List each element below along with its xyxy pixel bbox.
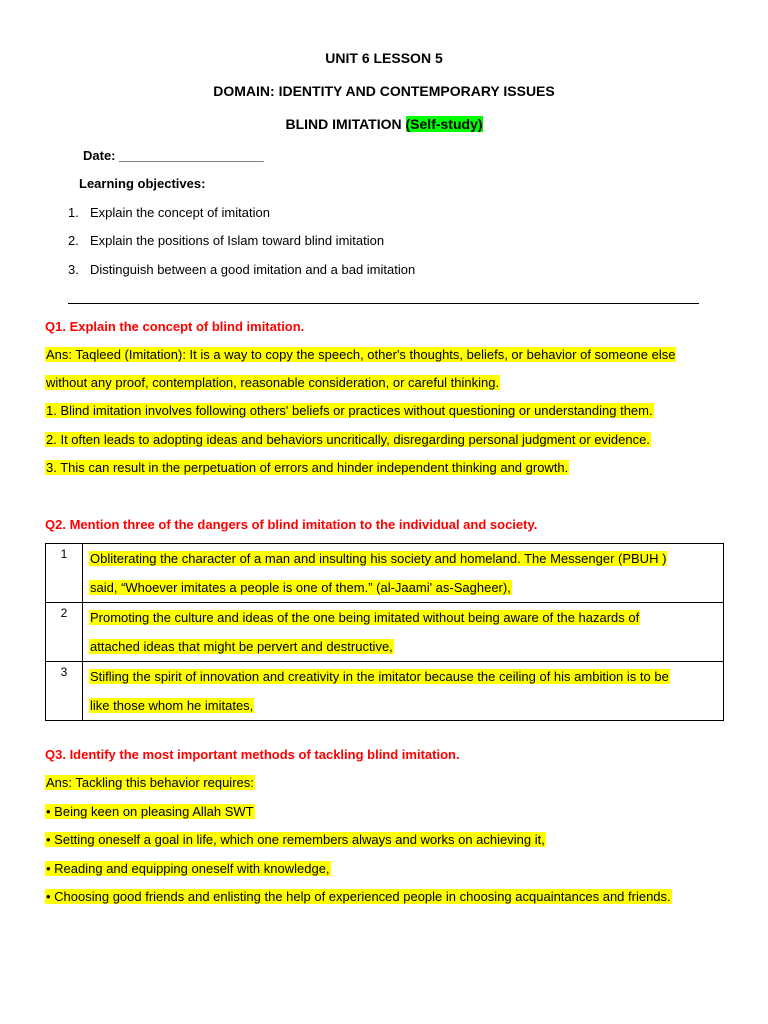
objectives-heading: Learning objectives: xyxy=(79,176,206,191)
q3-answer xyxy=(45,775,255,790)
q1-point-text: 1. Blind imitation involves following others' beliefs or practices without questioning or understanding them. xyxy=(46,403,653,418)
lesson-title-main: BLIND IMITATION xyxy=(285,116,402,132)
q3-question: Q3. Identify the most important methods of tackling blind imitation. xyxy=(45,747,460,762)
objective-number: 2. xyxy=(68,233,79,248)
q1-point xyxy=(45,432,651,447)
q3-bullet xyxy=(45,832,546,847)
row-text-line: Obliterating the character of a man and insulting his society and homeland. The Messenger (PBUH ) xyxy=(90,551,667,566)
row-text xyxy=(83,603,724,662)
q1-point xyxy=(45,403,654,418)
row-number: 2 xyxy=(46,603,83,662)
objective-number: 3. xyxy=(68,262,79,277)
row-text-line: attached ideas that might be pervert and destructive, xyxy=(90,638,393,654)
q3-bullet-text: • Setting oneself a goal in life, which one remembers always and works on achieving it, xyxy=(46,832,545,847)
q1-answer-text: without any proof, contemplation, reasonable consideration, or careful thinking. xyxy=(46,375,500,390)
self-study-badge: (Self-study) xyxy=(405,116,483,132)
row-number: 3 xyxy=(46,662,83,721)
q3-bullet-text: • Choosing good friends and enlisting the help of experienced people in choosing acquaintances and friends. xyxy=(46,889,671,904)
table-row xyxy=(46,662,724,721)
unit-title: UNIT 6 LESSON 5 xyxy=(325,50,443,66)
q1-answer-line xyxy=(45,375,500,390)
objective-text: Distinguish between a good imitation and a bad imitation xyxy=(90,262,416,277)
date-line xyxy=(83,148,264,163)
row-number: 1 xyxy=(46,544,83,603)
table-row xyxy=(46,544,724,603)
objective-item xyxy=(68,233,384,248)
date-blank: ____________________ xyxy=(119,148,264,163)
q3-bullet xyxy=(45,861,331,876)
q1-answer-line xyxy=(45,347,676,362)
q3-bullet-text: • Reading and equipping oneself with knowledge, xyxy=(46,861,330,876)
section-divider xyxy=(68,303,699,304)
table-row xyxy=(46,603,724,662)
row-text xyxy=(83,662,724,721)
q1-answer-text: Ans: Taqleed (Imitation): It is a way to copy the speech, other's thoughts, beliefs, or behavior of someone else xyxy=(46,347,676,362)
row-text-line: Promoting the culture and ideas of the one being imitated without being aware of the hazards of xyxy=(90,610,640,625)
row-text-line: said, “Whoever imitates a people is one of them.” (al-Jaami' as-Sagheer), xyxy=(90,579,511,595)
q1-point-text: 3. This can result in the perpetuation of errors and hinder independent thinking and growth. xyxy=(46,460,569,475)
q1-question: Q1. Explain the concept of blind imitation. xyxy=(45,319,305,334)
row-text-line: Stifling the spirit of innovation and creativity in the imitator because the ceiling of his ambition is to be xyxy=(90,669,669,684)
domain-title: DOMAIN: IDENTITY AND CONTEMPORARY ISSUES xyxy=(213,83,555,99)
q3-answer-text: Ans: Tackling this behavior requires: xyxy=(46,775,254,790)
row-text-line: like those whom he imitates, xyxy=(90,697,254,713)
date-label: Date: xyxy=(83,148,116,163)
q3-bullet xyxy=(45,804,255,819)
objective-item xyxy=(68,205,270,220)
q3-bullet-text: • Being keen on pleasing Allah SWT xyxy=(46,804,254,819)
lesson-title xyxy=(0,116,768,132)
q1-point-text: 2. It often leads to adopting ideas and behaviors uncritically, disregarding personal judgment or evidence. xyxy=(46,432,650,447)
q3-bullet xyxy=(45,889,672,904)
q1-point xyxy=(45,460,569,475)
objective-text: Explain the positions of Islam toward blind imitation xyxy=(90,233,385,248)
row-text xyxy=(83,544,724,603)
objective-number: 1. xyxy=(68,205,79,220)
objective-text: Explain the concept of imitation xyxy=(90,205,270,220)
dangers-table xyxy=(45,543,724,721)
q2-question: Q2. Mention three of the dangers of blind imitation to the individual and society. xyxy=(45,517,538,532)
objective-item xyxy=(68,262,415,277)
